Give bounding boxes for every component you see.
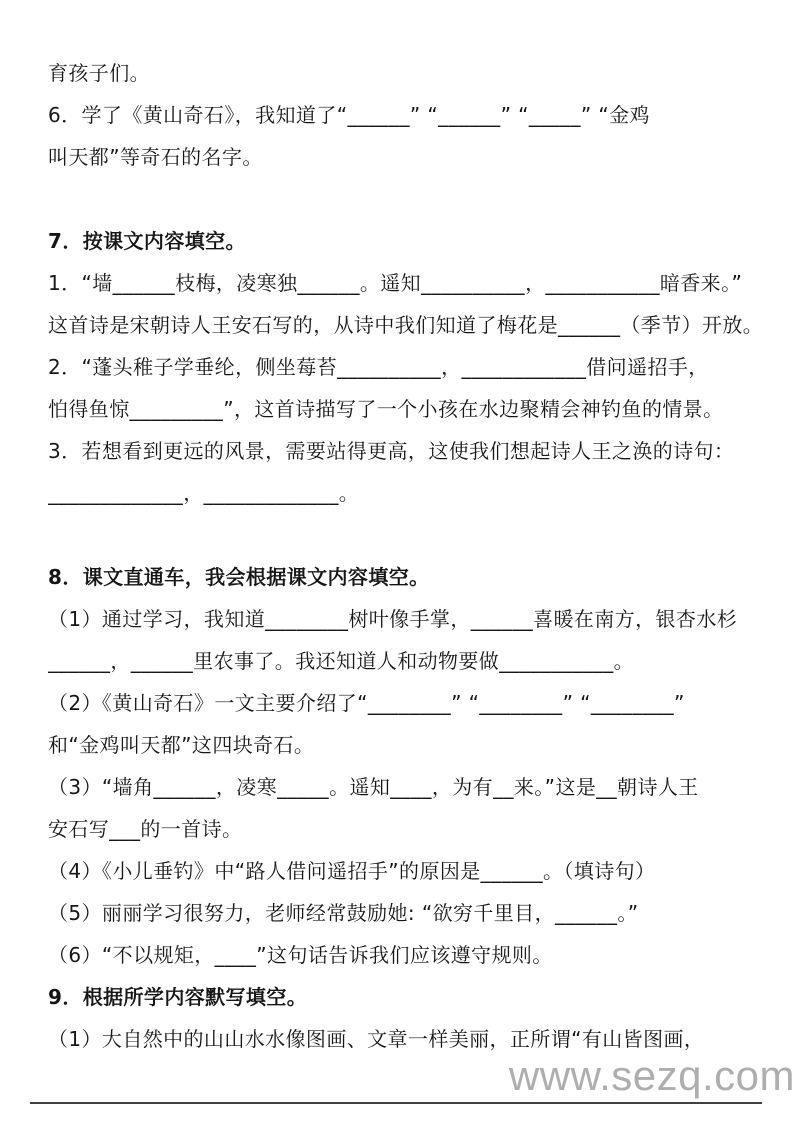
question-8-item-1-line-1: （1）通过学习，我知道________树叶像手掌，______喜暖在南方，银杏水杉	[48, 607, 738, 631]
question-7-item-2-line-2: 怕得鱼惊_________”，这首诗描写了一个小孩在水边聚精会神钓鱼的情景。	[48, 397, 724, 421]
question-7-item-1-line-2: 这首诗是宋朝诗人王安石写的，从诗中我们知道了梅花是______（季节）开放。	[48, 313, 764, 337]
question-8-item-3-line-2: 安石写___的一首诗。	[48, 817, 243, 841]
question-6-line-1: 6．学了《黄山奇石》，我知道了“______” “______” “_____” “金鸡	[48, 103, 650, 127]
question-8-item-5: （5）丽丽学习很努力，老师经常鼓励她: “欲穷千里目，______。”	[48, 901, 639, 925]
question-9-header: 9．根据所学内容默写填空。	[48, 985, 308, 1009]
question-8-item-4: （4）《小儿垂钓》中“路人借问遥招手”的原因是______。（填诗句）	[48, 859, 656, 883]
site-watermark: www.sezq.com	[508, 1052, 795, 1099]
footer-divider	[30, 1102, 762, 1104]
question-7-item-1-line-1: 1．“墙______枝梅，凌寒独______。遥知__________，___________暗香来。”	[48, 271, 743, 295]
question-7-item-3-line-2: _____________，_____________。	[48, 481, 360, 505]
question-8-item-2-line-2: 和“金鸡叫天都”这四块奇石。	[48, 733, 315, 757]
question-8-header: 8．课文直通车，我会根据课文内容填空。	[48, 565, 430, 589]
previous-question-continuation: 育孩子们。	[48, 61, 150, 85]
question-7-item-2-line-1: 2．“蓬头稚子学垂纶，侧坐莓苔__________，____________借问遥招手，	[48, 355, 709, 379]
question-8-item-3-line-1: （3）“墙角______，凌寒_____。遥知____，为有__来。”这是__朝诗人王	[48, 775, 699, 799]
question-9-item-1-line-1: （1）大自然中的山山水水像图画、文章一样美丽，正所谓“有山皆图画，	[48, 1027, 705, 1051]
question-6-line-2: 叫天都”等奇石的名字。	[48, 145, 263, 169]
question-8-item-2-line-1: （2）《黄山奇石》一文主要介绍了“________” “________” “________”	[48, 691, 685, 715]
question-8-item-1-line-2: ______，______里农事了。我还知道人和动物要做___________。	[48, 649, 634, 673]
question-7-header: 7．按课文内容填空。	[48, 229, 246, 253]
question-7-item-3-line-1: 3．若想看到更远的风景，需要站得更高，这使我们想起诗人王之涣的诗句：	[48, 439, 735, 463]
question-8-item-6: （6）“不以规矩，____”这句话告诉我们应该遵守规则。	[48, 943, 553, 967]
